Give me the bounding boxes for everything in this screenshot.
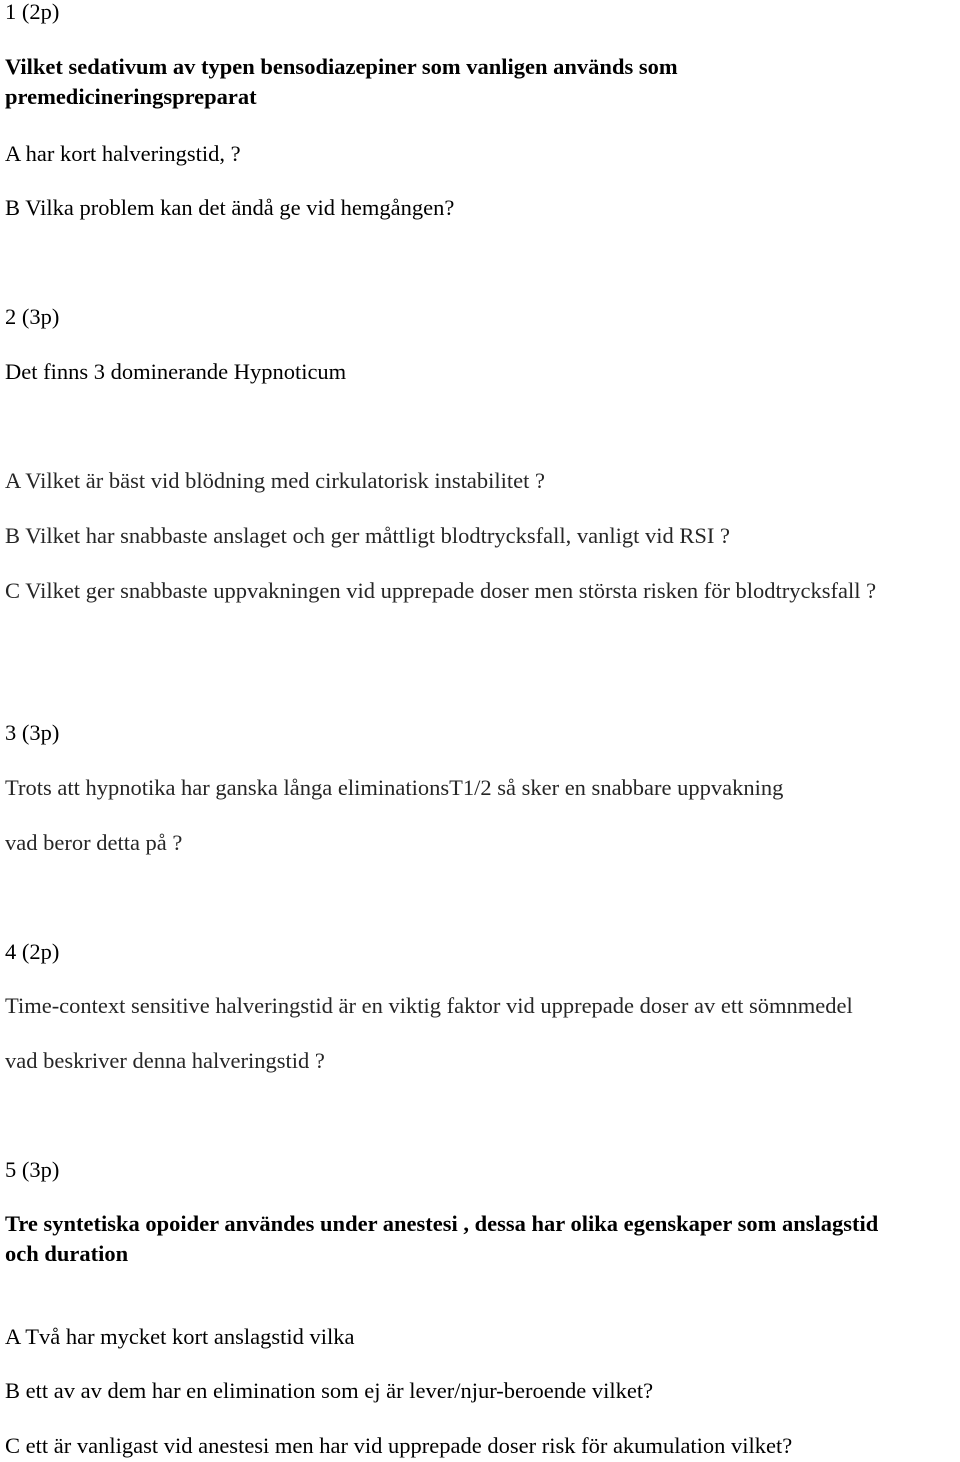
q5-option-c: C ett är vanligast vid anestesi men har vid upprepade doser risk för akumulation vilket? [5,1433,793,1458]
q1-question: Vilket sedativum av typen bensodiazepiner som vanligen används som premedicineringspreparat [5,54,678,109]
q2-question: Det finns 3 dominerande Hypnoticum [5,359,347,384]
q1-option-a: A har kort halveringstid, ? [5,141,241,166]
q1-heading: 1 (2p) [5,0,60,24]
q1-option-b: B Vilka problem kan det ändå ge vid hemgången? [5,195,455,220]
q5-heading: 5 (3p) [5,1157,60,1182]
q3-line-2: vad beror detta på ? [5,830,183,855]
q4-line-1: Time-context sensitive halveringstid är en viktig faktor vid upprepade doser av ett sömnmedel [5,993,853,1018]
q5-option-a: A Två har mycket kort anslagstid vilka [5,1324,355,1349]
q3-heading: 3 (3p) [5,720,60,745]
q5-question: Tre syntetiska opoider användes under anestesi , dessa har olika egenskaper som anslagstid och duration [5,1211,879,1266]
q5-option-b: B ett av av dem har en elimination som ej är lever/njur-beroende vilket? [5,1378,654,1403]
q2-option-b: B Vilket har snabbaste anslaget och ger måttligt blodtrycksfall, vanligt vid RSI ? [5,523,730,548]
q2-option-c: C Vilket ger snabbaste uppvakningen vid upprepade doser men största risken för blodtrycksfall ? [5,578,877,603]
q3-line-1: Trots att hypnotika har ganska långa eliminationsT1/2 så sker en snabbare uppvakning [5,775,784,800]
q4-heading: 4 (2p) [5,939,60,964]
q4-line-2: vad beskriver denna halveringstid ? [5,1048,325,1073]
q2-option-a: A Vilket är bäst vid blödning med cirkulatorisk instabilitet ? [5,468,546,493]
q2-heading: 2 (3p) [5,304,60,329]
